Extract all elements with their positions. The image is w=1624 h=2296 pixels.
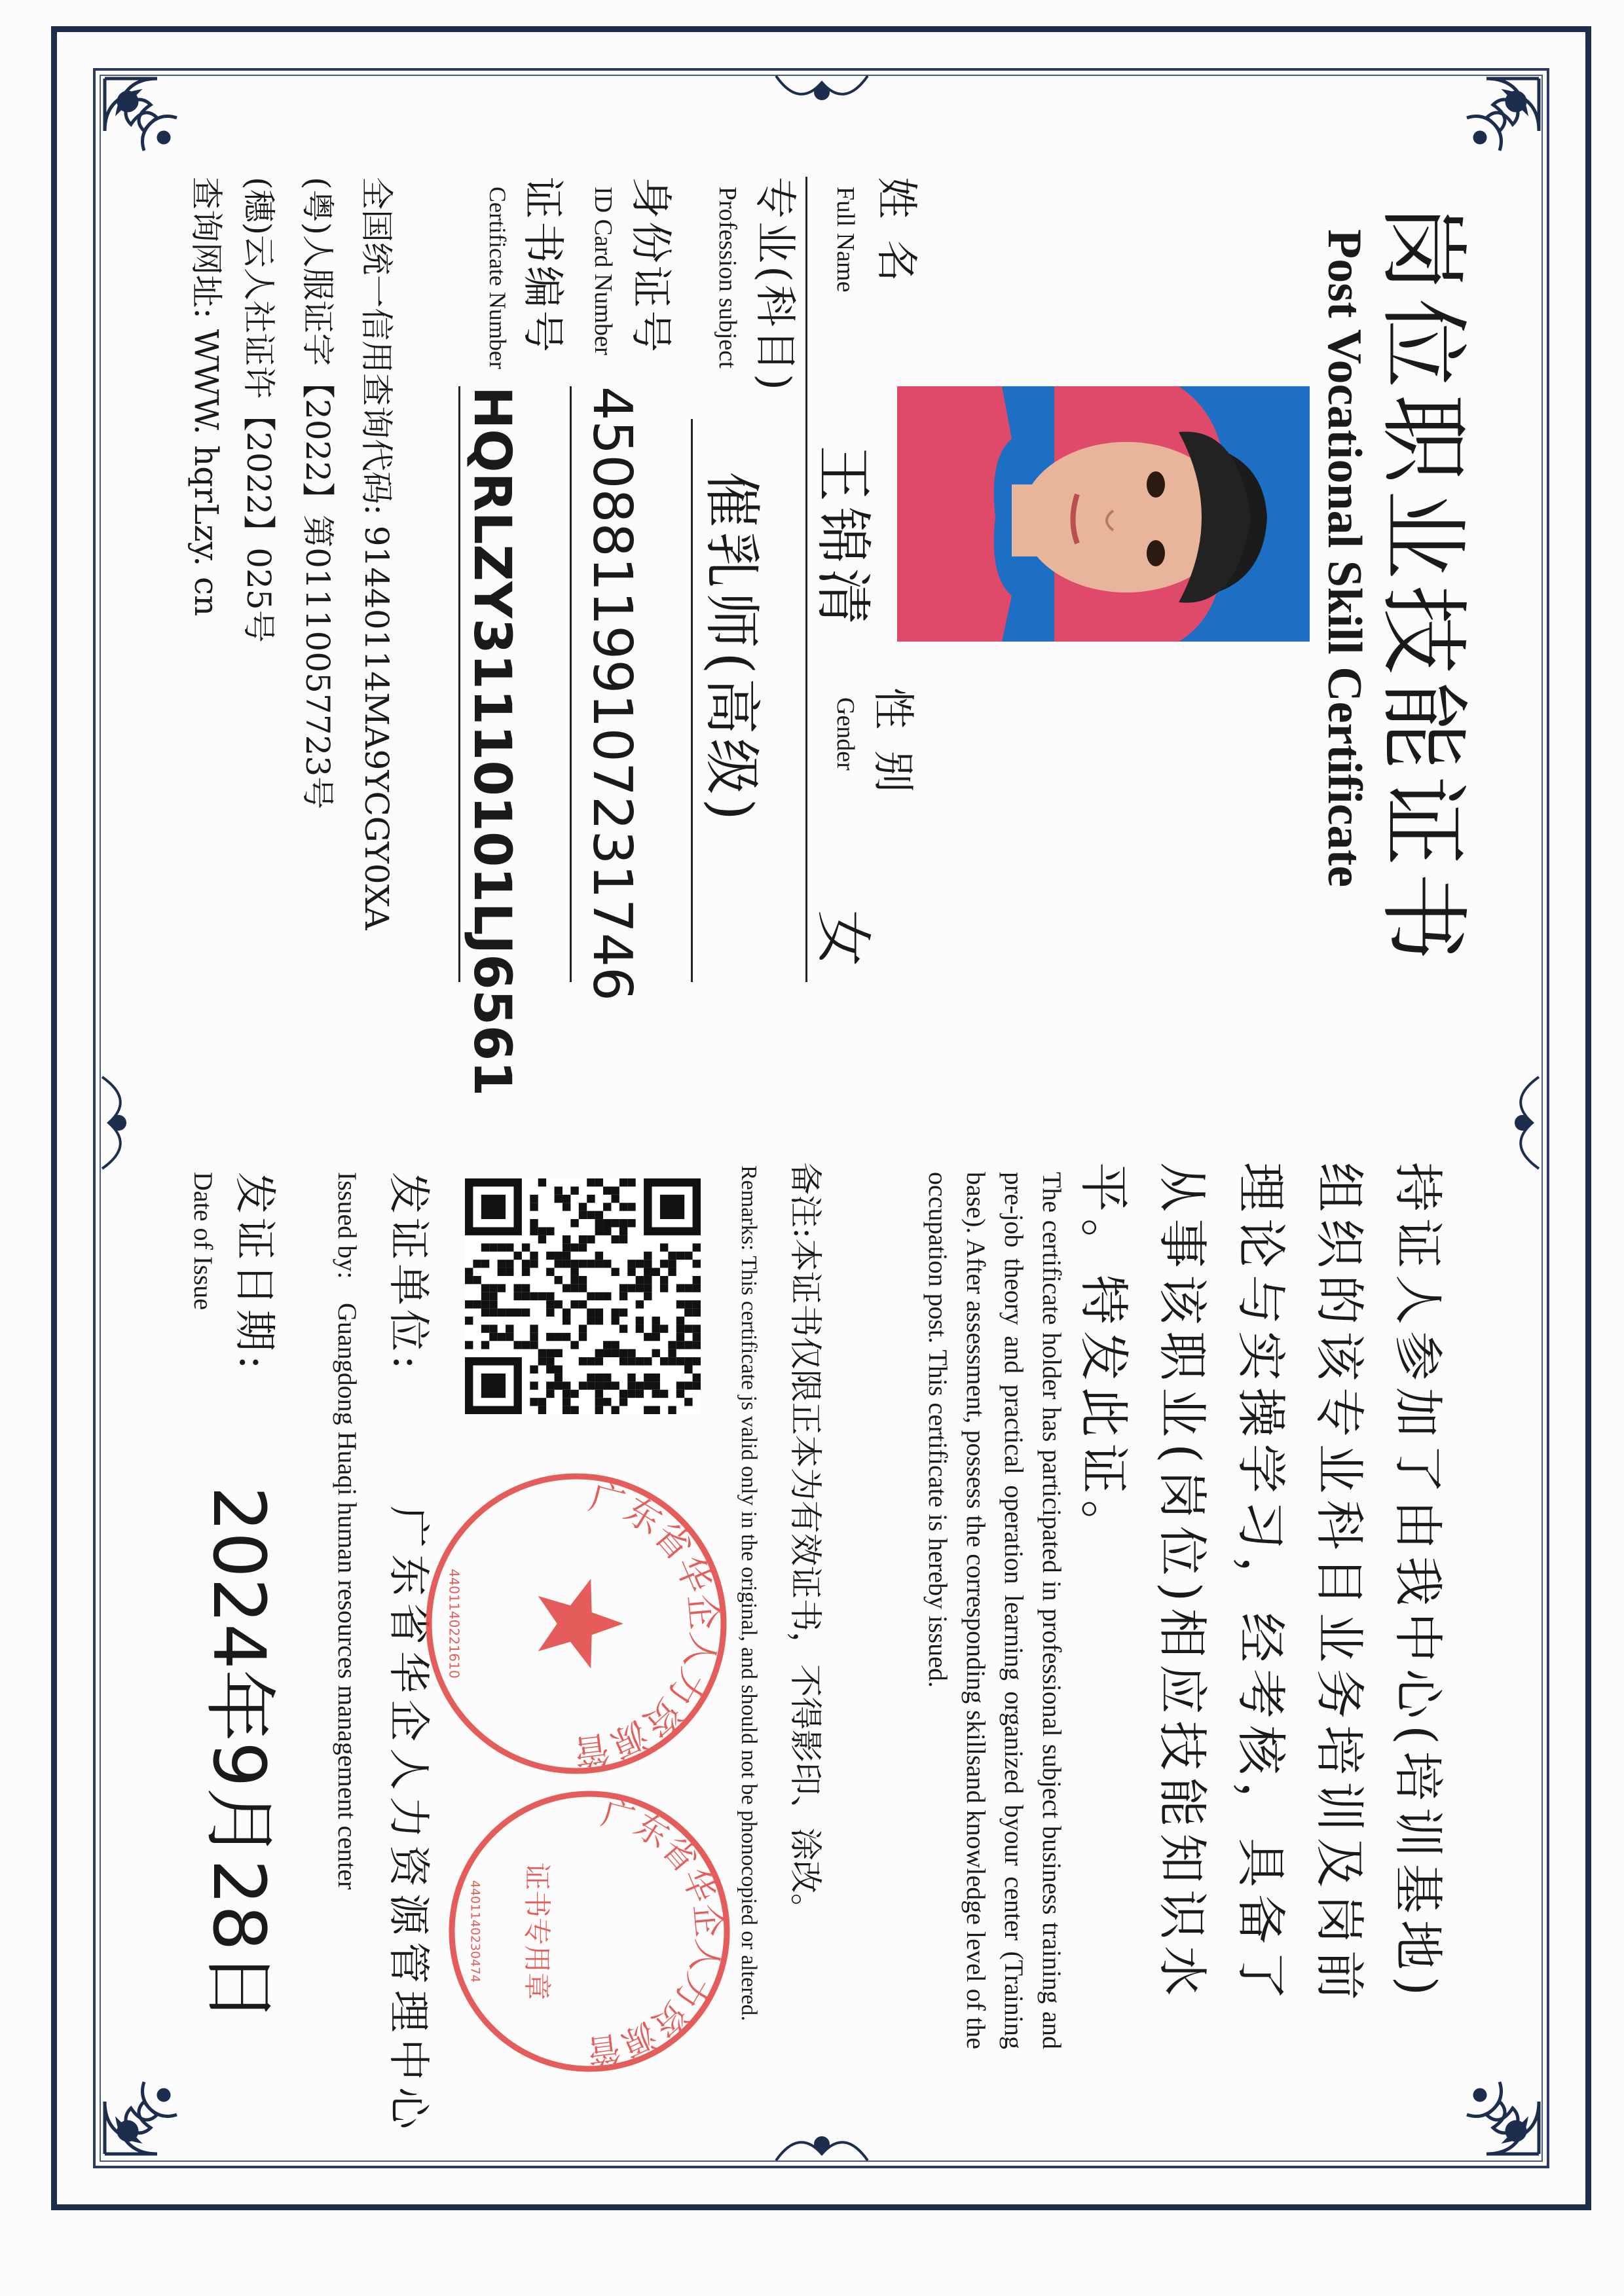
gender-value: 女	[810, 910, 876, 966]
date-value: 2024年9月28日	[197, 1486, 281, 2023]
svg-text:广东省华企人力资源管理中心: 广东省华企人力资源管	[585, 1793, 729, 2071]
issuer-value-zh: 广东省华企人力资源管理中心	[384, 1506, 432, 2136]
profession-underline	[691, 419, 693, 982]
name-label-zh: 姓 名	[872, 177, 920, 286]
certno-value: HQRLZY31110101LJ6561	[462, 386, 521, 1097]
holder-photo	[897, 386, 1310, 642]
id-label-zh: 身份证号	[626, 177, 674, 355]
issuer-label-zh: 发证单位:	[384, 1172, 432, 1374]
registration-line3: (穗)云人社证许【2022】025号	[240, 177, 278, 643]
registration-line4: 查询网址: WWW. hqrLzy. cn	[187, 177, 225, 617]
svg-text:4401140221610: 4401140221610	[446, 1569, 462, 1679]
title-en: Post Vocational Skill Certificate	[1318, 229, 1371, 888]
name-underline	[805, 177, 807, 746]
date-label-zh: 发证日期:	[230, 1172, 278, 1374]
registration-line1: 全国统一信用查询代码: 91440114MA9YCGY0XA	[358, 177, 396, 930]
profession-label-zh: 专业(科目)	[750, 177, 799, 393]
svg-text:证书专用章: 证书专用章	[521, 1862, 553, 2001]
issuer-seal	[422, 1470, 730, 1777]
gender-label-en: Gender	[832, 697, 859, 771]
issuer-value-en: Guangdong Huaqi human resources management center	[333, 1303, 362, 1890]
qr-code	[465, 1178, 701, 1414]
title-zh: 岗位职业技能证书	[1371, 203, 1474, 968]
id-label-en: ID Card Number	[589, 187, 617, 355]
svg-text:4401140230474: 4401140230474	[468, 1880, 483, 1983]
statement-zh: 持证人参加了由我中心(培训基地)组织的该专业科目业务培训及岗前理论与实操学习，经考核，具备了从事该职业(岗位)相应技能知识水平。特发此证。	[1075, 1162, 1447, 2007]
date-label-en: Date of Issue	[189, 1172, 218, 1311]
remarks-zh: 备注:本证书仅限正本为有效证书，不得影印、涂改。	[786, 1162, 824, 1926]
remarks-en: Remarks: This certificate js valid only in the original, and should not be phonocopied or altered.	[737, 1165, 761, 2022]
svg-text:广东省华企人力资源管理中心: 广东省华企人力资源管	[572, 1476, 726, 1773]
gender-underline	[805, 694, 807, 982]
profession-label-en: Profession subject	[714, 187, 741, 369]
certno-underline	[458, 386, 460, 982]
name-label-en: Full Name	[832, 187, 859, 293]
issuer-label-en: Issued by:	[333, 1172, 362, 1279]
certno-label-en: Certificate Number	[485, 187, 511, 369]
profession-value: 催乳师(高级)	[699, 471, 764, 825]
registration-line2: (粤)人服证字【2022】第01110057723号	[299, 177, 337, 810]
id-underline	[570, 386, 572, 982]
certificate-seal	[445, 1787, 733, 2075]
certno-label-zh: 证书编号	[518, 177, 566, 355]
gender-label-zh: 性 别	[868, 687, 917, 797]
id-value: 450881199107231746	[581, 386, 643, 1002]
name-value: 王锦清	[810, 445, 876, 630]
statement-en: The certificate holder has participated in professional subject business training and pre-job theory and practical operation learning organized byour center (Training base). After assessment, possess the corresponding skillsand knowledge level of the occupation post. This certificate is hereby issued.	[923, 1172, 1067, 2049]
